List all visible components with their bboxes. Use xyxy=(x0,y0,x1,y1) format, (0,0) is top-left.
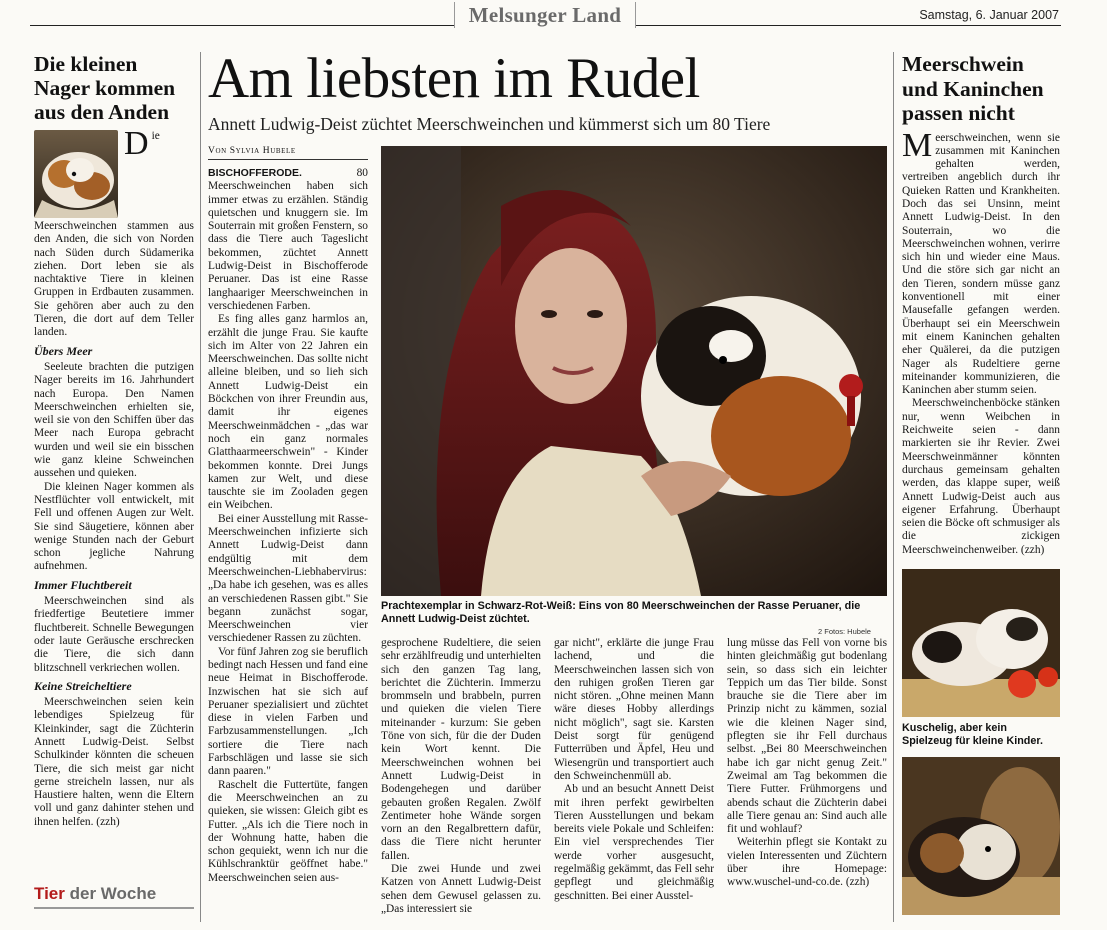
main-photo-caption: Prachtexemplar in Schwarz-Rot-Weiß: Eins von 80 Meerschweinchen der Rasse Peruaner, die Annett Ludwig-Deist züchtet. xyxy=(381,600,861,625)
main-column-3 xyxy=(554,637,714,903)
photo-credit: 2 Fotos: Hubele xyxy=(818,627,871,636)
main-column-2 xyxy=(381,637,541,916)
left-subhead-2: Immer Fluchtbereit xyxy=(34,577,132,592)
right-photo-guinea-pigs-eating xyxy=(902,569,1060,717)
main-subline: Annett Ludwig-Deist züchtet Meerschweinchen und kümmerst sich um 80 Tiere xyxy=(208,114,771,134)
main-col2-paragraph-2: Die zwei Hunde und zwei Katzen von Annett Ludwig-Deist sehen dem Gewusel gelassen zu. „Das interessiert sie xyxy=(381,863,541,915)
issue-date: Samstag, 6. Januar 2007 xyxy=(919,8,1059,22)
left-paragraph-4: Meerschweinchen sind als friedfertige Beutetiere immer fluchtbereit. Schnelle Bewegungen oder laute Geräusche erschrecken die Tiere, die sich dann blitzschnell verkriechen wollen. xyxy=(34,595,194,674)
main-photo-woman-with-guinea-pig xyxy=(381,146,887,596)
main-col1-paragraph-5: Raschelt die Futtertüte, fangen die Meerschweinchen an zu quieken, sie wissen: Gleich gibt es Futter. „Als ich die Tiere noch in der Wohnung hatte, haben die schon gequiekt, wenn ich nur die Kühlschranktür geöffnet habe." Meerschweinchen seien aus- xyxy=(208,778,368,884)
right-dropcap: M xyxy=(902,126,933,164)
left-paragraph-2: Seeleute brachten die putzigen Nager bereits im 16. Jahrhundert nach Europa. Den Namen Meerschweinchen erhielten sie, weil sie von den Schiffen über das Meer nach Europa gebracht wurden und weil sie ein bisschen wie ganz kleine Schweinchen aussehen und quieken. xyxy=(34,360,194,480)
left-dropcap: D xyxy=(124,125,149,162)
left-sidebar-article xyxy=(34,52,194,829)
main-col1-paragraph-4: Vor fünf Jahren zog sie beruflich bedingt nach Hessen und fand eine neue Heimat in Bischofferode. Inzwischen hat sie sich auf Peruaner spezialisiert und züchtet diese in vielen Farben und Farbzusammenstellungen. „Ich sortiere die Tiere nach Farbschlägen und lasse sie sich dann paaren." xyxy=(208,645,368,778)
left-body xyxy=(34,125,194,829)
main-col3-paragraph-1: gar nicht", erklärte die junge Frau lachend, und die Meerschweinchen lassen sich von den ruhigen großen Tieren gar nicht stören. „Ohne meinen Mann wäre dieses Hobby allerdings nicht möglich", sagt sie. Karsten Deist sorgt für genügend Futterrüben und Äpfel, Heu und Wiesengrün und transportiert auch den Schweinchenmüll ab. xyxy=(554,637,714,782)
tier-der-woche-label xyxy=(34,884,156,904)
column-rule-right xyxy=(893,52,894,922)
byline-rule xyxy=(208,159,368,160)
left-subhead-3: Keine Streicheltiere xyxy=(34,678,132,693)
tier-rule xyxy=(34,907,194,909)
column-rule-left xyxy=(200,52,201,922)
right-paragraph-2: Meerschweinchenböcke stänken nur, wenn Weibchen in Reichweite seien - dann markierten sie ihr Revier. Zwei Meerschweinmänner könnten durchaus gemeinsam gehalten werden, das klappe super, weiß Annett Ludwig-Deist auch aus eigener Erfahrung. Überhaupt seien die Böcke oft schmusiger als die zickigen Meerschweinchenweiber. (zzh) xyxy=(902,397,1060,556)
right-headline: Meerschwein und Kaninchen passen nicht xyxy=(902,52,1044,125)
main-col1-paragraph-3: Bei einer Ausstellung mit Rasse-Meerschweinchen infizierte sich Annett Ludwig-Deist dann endgültig mit dem Meerschweinchen-Liebhabervirus: „Da habe ich gesehen, was es alles an verschiedenen Rassen gibt." Sie begann zunächst sogar, Meerschweinchen vier verschiedener Rassen zu züchten. xyxy=(208,512,368,645)
main-col1-paragraph-2: Es fing alles ganz harmlos an, erzählt die junge Frau. Sie kaufte sich im Alter von 22 Jahren ein Meerschweinchen. Das sollte nicht alleine bleiben, und so lieh sich Annett Ludwig-Deist ein Böckchen von ihrer Freundin aus, damit ihr eigenes Meerschweinmädchen - „das war noch ein ganz normales Glatthaarmeerschwein" - Kinder bekommen konnte. Drei Jungs kamen zur Welt, und diese tauschte sie im Zooladen gegen ein Weibchen. xyxy=(208,313,368,512)
right-sidebar-article xyxy=(902,52,1060,557)
left-headline: Die kleinen Nager kommen aus den Anden xyxy=(34,52,176,124)
left-paragraph-1: ie Meerschweinchen stammen aus den Anden, die sich von Norden nach Süden durch Südamerika ziehen. Dort leben sie als nachtaktive Tiere in kleinen Gruppen in Erdbauten zusammen. Sie gehören aber auch zu den Tieren, die dort auf dem Teller landen. xyxy=(34,130,194,339)
main-col4-paragraph-2: Weiterhin pflegt sie Kontakt zu vielen Interessenten und Züchtern über ihre Homepage: www.wuschel-und-co.de. (zzh) xyxy=(727,836,887,889)
page-header xyxy=(0,0,1107,32)
main-headline: Am liebsten im Rudel xyxy=(208,47,700,110)
main-col4-paragraph-1: lung müsse das Fell von vorne bis hinten gleichmäßig gut bodenlang sein, so dass sich ein leichter Teppich um das Tier bilde. Sonst brauche sie die Tiere aber im Prinzip nicht zu kämmen, sozial wie die kleinen Nager sind, pflegten sie ihr Fell durchaus selbst. „Bei 80 Meerschweinchen habe ich gar nicht genug Zeit." Zweimal am Tag bekommen die Tiere Futter. Frühmorgens und abends schaut die Züchterin dabei alle Tiere genau an: Sind auch alle fit und wohlauf? xyxy=(727,637,887,836)
dateline: BISCHOFFERODE. xyxy=(208,167,302,179)
right-photo-caption: Kuschelig, aber kein Spielzeug für kleine Kinder. xyxy=(902,722,1043,747)
der-woche-word: der Woche xyxy=(69,884,157,903)
left-paragraph-5: Meerschweinchen seien kein lebendiges Spielzeug für Kleinkinder, sagt die Züchterin Annett Ludwig-Deist. Selbst Schulkinder könnten die scheuen Tiere, die sich meist gar nicht gerne streicheln lassen, nur als Haustiere halten, wenn die Eltern voll und ganz dahinter stehen und ihnen helfen. (zzh) xyxy=(34,696,194,828)
section-badge xyxy=(454,2,636,28)
guinea-pig-thumbnail xyxy=(34,130,118,218)
main-col1-paragraph-1: 80 Meerschweinchen haben sich immer etwas zu erzählen. Ständig quietschen und knuggern sie. Im Souterrain mit großen Fenstern, so dass die Tiere auch Tageslicht bekommen, züchtet Annett Ludwig-Deist in Bischofferode Peruaner. Das ist eine Rasse langhaariger Meerschweinchen in verschiedenen Farben. xyxy=(208,167,368,312)
right-body xyxy=(902,126,1060,558)
right-photo-guinea-pig-resting xyxy=(902,757,1060,915)
tier-word: Tier xyxy=(34,884,65,903)
main-column-1 xyxy=(208,167,368,885)
main-col3-paragraph-2: Ab und an besucht Annett Deist mit ihren perfekt gewirbelten Tieren Ausstellungen und bekam bereits viele Pokale und Schleifen: Ein viel versprechendes Tier werde vorher ausgesucht, regelmäßig gekämmt, das Fell sehr gepflegt und gleichmäßig geschnitten. Bei einer Ausstel- xyxy=(554,783,714,902)
main-column-4 xyxy=(727,637,887,890)
left-subhead-1: Übers Meer xyxy=(34,343,93,358)
section-name: Melsunger Land xyxy=(468,3,622,27)
right-paragraph-1: eerschweinchen, wenn sie zusammen mit Kaninchen gehalten werden, vertreiben angeblich durch ihr Quieken Ratten und Krankheiten. Doch das sei Unsinn, meint Annett Ludwig-Deist. In den Souterrain, wo die Meerschweinchen wohnen, verirre sich hin und wieder eine Maus. Und die störe sich gar nicht an den Tieren, sondern müsse ganz konventionell mit einer Mausefalle gefangen werden. Überhaupt sei ein Meerschwein mit einem Kaninchen gehalten eher Quälerei, da die putzigen Nager als Rudeltiere gerne miteinander kommunizieren, die Kaninchen aber stumm seien. xyxy=(902,131,1060,397)
main-col2-paragraph-1: gesprochene Rudeltiere, die seien sehr erzählfreudig und unterhielten sich den ganzen Tag lang, berichtet die Züchterin. Immerzu brommseln und brabbeln, purren und quieken die vielen Tiere miteinander - kurzum: Sie geben Töne von sich, für die der Duden kein Wort kennt. Die Meerschweinchen wohnen bei Annett Ludwig-Deist in Bodengehegen und darüber gebauten großen Regalen. Zwölf Zentimeter hohe Wände sorgen vorn an den Regalbrettern dafür, dass die Tiere nicht herunter fallen. xyxy=(381,637,541,862)
byline: Von Sylvia Hubele xyxy=(208,146,296,156)
left-paragraph-3: Die kleinen Nager kommen als Nestflüchter voll entwickelt, mit Fell und offenen Augen zur Welt. Sie sind Säugetiere, können aber wenige Stunden nach der Geburt schon jegliche Nahrung aufnehmen. xyxy=(34,480,194,573)
